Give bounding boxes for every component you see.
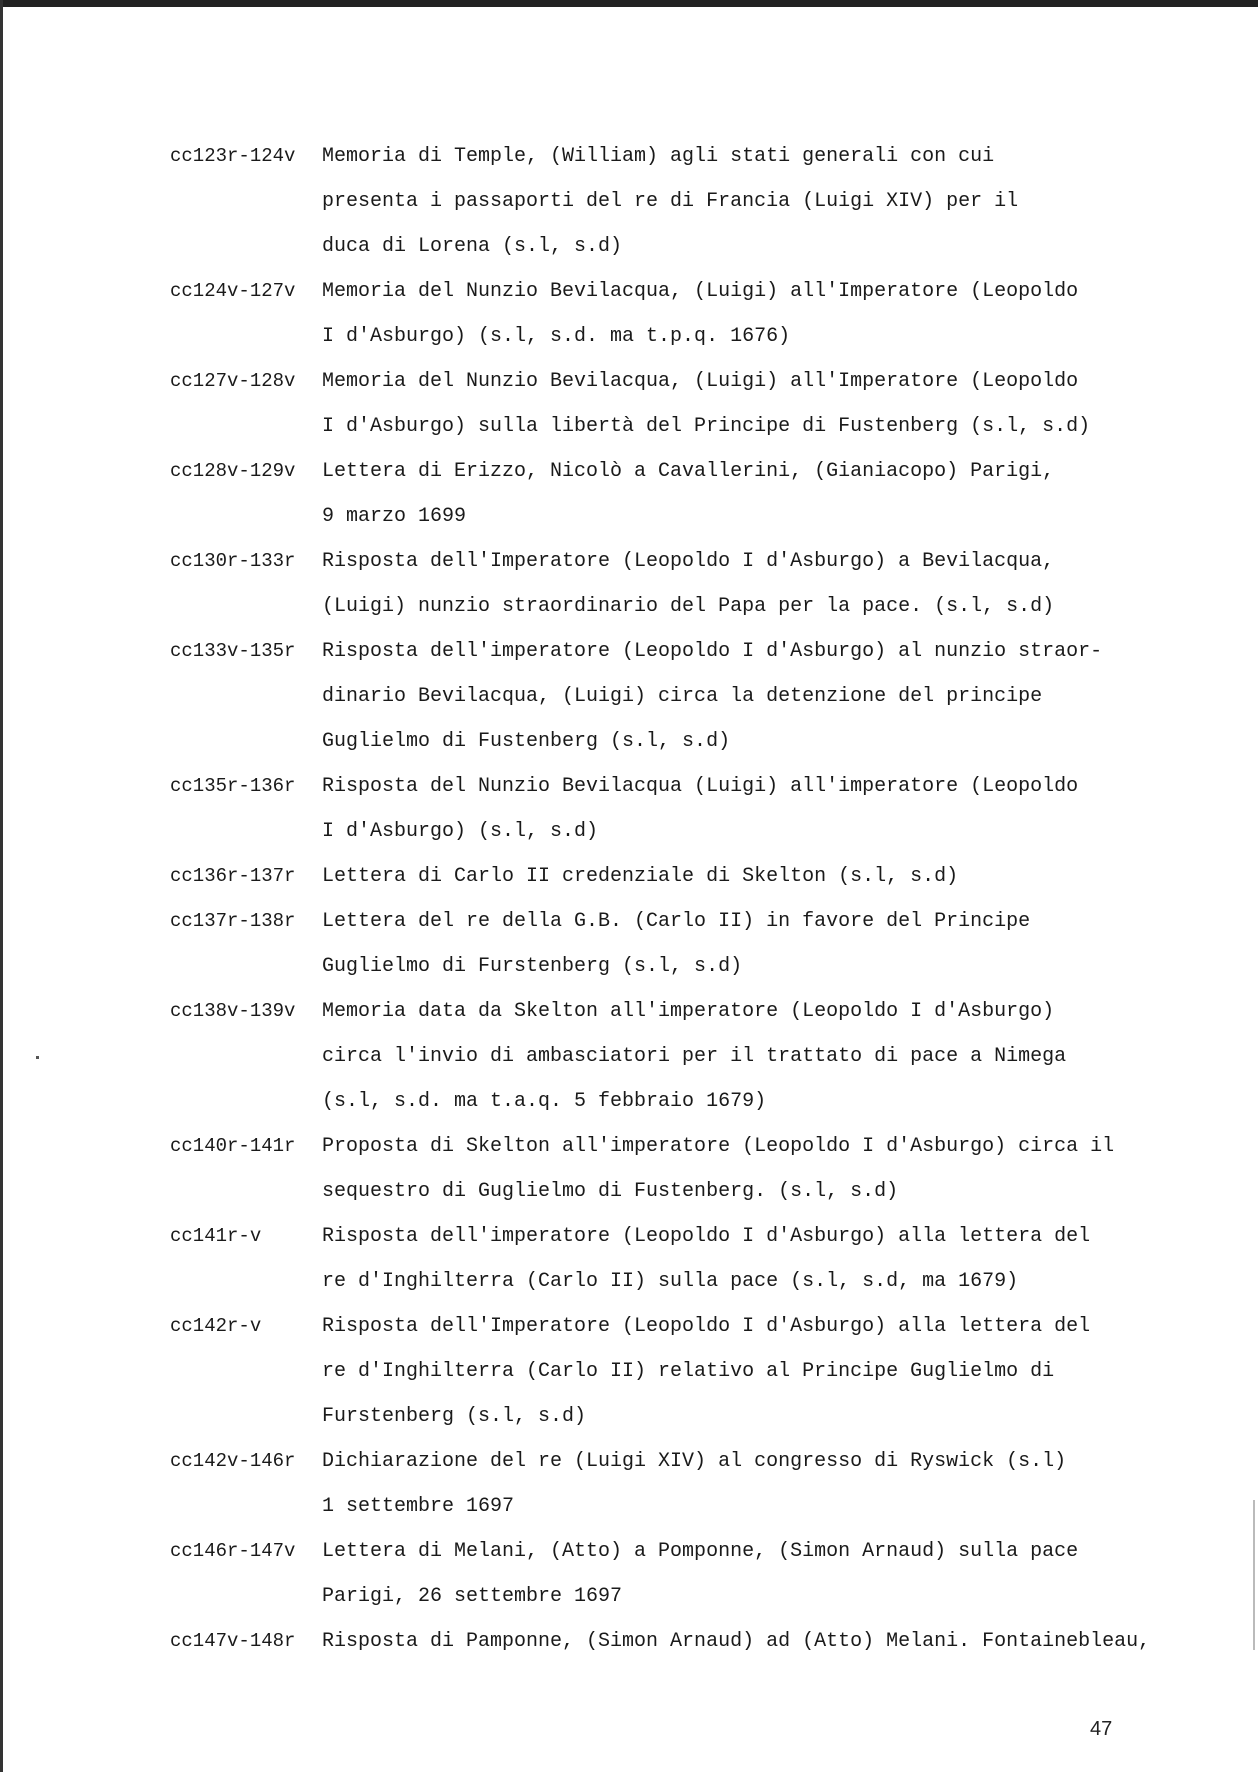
description-line: Memoria del Nunzio Bevilacqua, (Luigi) all'Imperatore (Leopoldo	[322, 280, 1079, 303]
scan-speck	[36, 1056, 39, 1059]
description-line: (Luigi) nunzio straordinario del Papa per la pace. (s.l, s.d)	[322, 595, 1055, 618]
folio-reference: cc142v-146r	[170, 1450, 296, 1472]
page-number: 47	[1090, 1718, 1113, 1740]
entry-description	[322, 1529, 1190, 1619]
description-line: sequestro di Guglielmo di Fustenberg. (s.l, s.d)	[322, 1180, 899, 1203]
description-line: Furstenberg (s.l, s.d)	[322, 1405, 587, 1428]
catalogue-entry	[170, 989, 1190, 1124]
folio-reference: cc146r-147v	[170, 1540, 296, 1562]
catalogue-entry	[170, 539, 1190, 629]
description-line: Risposta del Nunzio Bevilacqua (Luigi) all'imperatore (Leopoldo	[322, 775, 1079, 798]
description-line: Memoria data da Skelton all'imperatore (Leopoldo I d'Asburgo)	[322, 1000, 1055, 1023]
folio-reference: cc128v-129v	[170, 460, 296, 482]
description-line: duca di Lorena (s.l, s.d)	[322, 235, 623, 258]
folio-reference: cc135r-136r	[170, 775, 296, 797]
catalogue-entry	[170, 629, 1190, 764]
entry-description	[322, 539, 1190, 629]
description-line: I d'Asburgo) (s.l, s.d)	[322, 820, 599, 843]
entry-description	[322, 1124, 1190, 1214]
entry-description	[322, 359, 1190, 449]
entry-description	[322, 764, 1190, 854]
folio-reference: cc138v-139v	[170, 1000, 296, 1022]
description-line: Lettera di Erizzo, Nicolò a Cavallerini, (Gianiacopo) Parigi,	[322, 460, 1055, 483]
description-line: Lettera di Carlo II credenziale di Skelton (s.l, s.d)	[322, 865, 959, 888]
catalogue-entry	[170, 1439, 1190, 1529]
entry-description	[322, 1214, 1190, 1304]
scan-left-edge	[0, 0, 3, 1772]
description-line: 1 settembre 1697	[322, 1495, 515, 1518]
folio-reference: cc124v-127v	[170, 280, 296, 302]
description-line: Risposta dell'Imperatore (Leopoldo I d'Asburgo) alla lettera del	[322, 1315, 1091, 1338]
entry-description	[322, 449, 1190, 539]
description-line: Memoria del Nunzio Bevilacqua, (Luigi) all'Imperatore (Leopoldo	[322, 370, 1079, 393]
description-line: 9 marzo 1699	[322, 505, 467, 528]
entry-description	[322, 899, 1190, 989]
catalogue-entry	[170, 359, 1190, 449]
folio-reference: cc137r-138r	[170, 910, 296, 932]
description-line: Risposta di Pamponne, (Simon Arnaud) ad (Atto) Melani. Fontainebleau,	[322, 1630, 1151, 1653]
description-line: (s.l, s.d. ma t.a.q. 5 febbraio 1679)	[322, 1090, 767, 1113]
description-line: presenta i passaporti del re di Francia (Luigi XIV) per il	[322, 190, 1019, 213]
description-line: I d'Asburgo) (s.l, s.d. ma t.p.q. 1676)	[322, 325, 791, 348]
scan-right-mark	[1253, 1500, 1255, 1650]
folio-reference: cc130r-133r	[170, 550, 296, 572]
entry-description	[322, 1439, 1190, 1529]
catalogue-entry	[170, 269, 1190, 359]
catalogue-entry	[170, 1124, 1190, 1214]
catalogue-entry	[170, 1304, 1190, 1439]
entry-description	[322, 1619, 1190, 1664]
catalogue-entry	[170, 1619, 1190, 1664]
description-line: re d'Inghilterra (Carlo II) relativo al Principe Guglielmo di	[322, 1360, 1055, 1383]
catalogue-entry	[170, 1214, 1190, 1304]
catalogue-entry	[170, 899, 1190, 989]
catalogue-entries	[170, 134, 1190, 1664]
description-line: Lettera del re della G.B. (Carlo II) in favore del Principe	[322, 910, 1031, 933]
description-line: Memoria di Temple, (William) agli stati generali con cui	[322, 145, 995, 168]
description-line: Guglielmo di Fustenberg (s.l, s.d)	[322, 730, 731, 753]
entry-description	[322, 989, 1190, 1124]
description-line: re d'Inghilterra (Carlo II) sulla pace (s.l, s.d, ma 1679)	[322, 1270, 1019, 1293]
description-line: Lettera di Melani, (Atto) a Pomponne, (Simon Arnaud) sulla pace	[322, 1540, 1079, 1563]
description-line: Risposta dell'imperatore (Leopoldo I d'Asburgo) al nunzio straor-	[322, 640, 1103, 663]
catalogue-entry	[170, 449, 1190, 539]
scan-top-edge	[0, 0, 1258, 7]
catalogue-entry	[170, 854, 1190, 899]
description-line: dinario Bevilacqua, (Luigi) circa la detenzione del principe	[322, 685, 1043, 708]
folio-reference: cc140r-141r	[170, 1135, 296, 1157]
folio-reference: cc147v-148r	[170, 1630, 296, 1652]
entry-description	[322, 269, 1190, 359]
entry-description	[322, 854, 1190, 899]
entry-description	[322, 629, 1190, 764]
description-line: circa l'invio di ambasciatori per il trattato di pace a Nimega	[322, 1045, 1067, 1068]
folio-reference: cc123r-124v	[170, 145, 296, 167]
folio-reference: cc141r-v	[170, 1225, 262, 1247]
description-line: I d'Asburgo) sulla libertà del Principe di Fustenberg (s.l, s.d)	[322, 415, 1091, 438]
description-line: Guglielmo di Furstenberg (s.l, s.d)	[322, 955, 743, 978]
folio-reference: cc142r-v	[170, 1315, 262, 1337]
description-line: Risposta dell'imperatore (Leopoldo I d'Asburgo) alla lettera del	[322, 1225, 1091, 1248]
description-line: Dichiarazione del re (Luigi XIV) al congresso di Ryswick (s.l)	[322, 1450, 1067, 1473]
description-line: Parigi, 26 settembre 1697	[322, 1585, 623, 1608]
entry-description	[322, 134, 1190, 269]
folio-reference: cc136r-137r	[170, 865, 296, 887]
entry-description	[322, 1304, 1190, 1439]
folio-reference: cc133v-135r	[170, 640, 296, 662]
folio-reference: cc127v-128v	[170, 370, 296, 392]
catalogue-entry	[170, 1529, 1190, 1619]
catalogue-entry	[170, 764, 1190, 854]
description-line: Risposta dell'Imperatore (Leopoldo I d'Asburgo) a Bevilacqua,	[322, 550, 1055, 573]
description-line: Proposta di Skelton all'imperatore (Leopoldo I d'Asburgo) circa il	[322, 1135, 1115, 1158]
catalogue-entry	[170, 134, 1190, 269]
